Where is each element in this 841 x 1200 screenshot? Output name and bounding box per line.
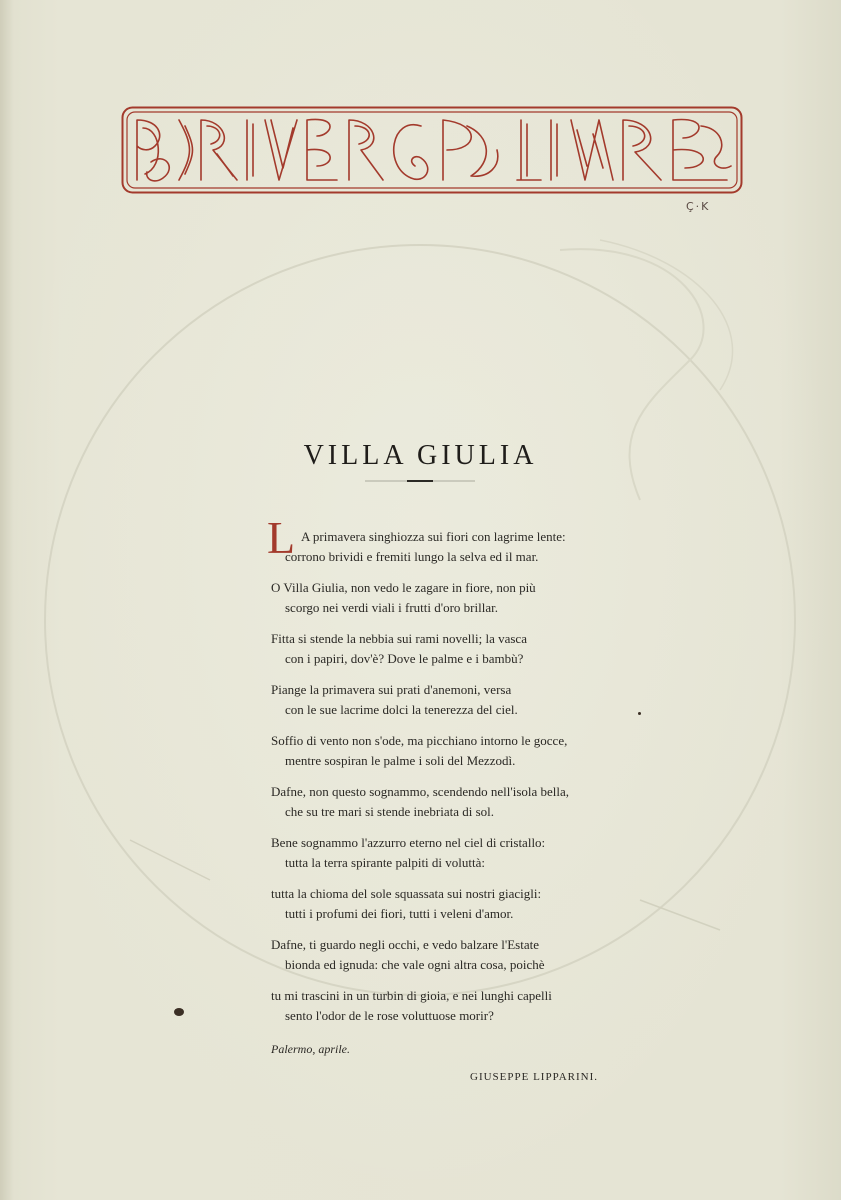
stanza — [271, 731, 631, 771]
ink-speck — [638, 712, 641, 715]
stanza — [271, 884, 631, 924]
place-date: Palermo, aprile. — [271, 1042, 350, 1056]
poem-title: VILLA GIULIA — [303, 440, 538, 471]
poem-line: con le sue lacrime dolci la tenerezza del ciel. — [285, 702, 518, 717]
poem-line: Fitta si stende la nebbia sui rami novelli; la vasca — [271, 631, 527, 646]
poem-line: scorgo nei verdi viali i frutti d'oro brillar. — [285, 600, 498, 615]
poem-line: tutta la chioma del sole squassata sui nostri giacigli: — [271, 886, 542, 901]
artist-monogram: Ç·K — [686, 200, 711, 213]
poem-line: corrono brividi e fremiti lungo la selva ed il mar. — [285, 549, 539, 564]
stanza — [271, 782, 631, 822]
poem-line: A primavera singhiozza sui fiori con lagrime lente: — [301, 529, 566, 544]
poem-line: bionda ed ignuda: che vale ogni altra cosa, poichè — [285, 957, 545, 972]
poem-line: O Villa Giulia, non vedo le zagare in fiore, non più — [271, 580, 536, 595]
poem-line: mentre sospiran le palme i soli del Mezzodì. — [285, 753, 516, 768]
poem-line: con i papiri, dov'è? Dove le palme e i bambù? — [285, 651, 524, 666]
ink-speck — [174, 1008, 184, 1016]
drop-cap: L — [267, 512, 296, 563]
poem-line: Soffio di vento non s'ode, ma picchiano intorno le gocce, — [271, 733, 568, 748]
poem-line: Piange la primavera sui prati d'anemoni, versa — [271, 682, 512, 697]
author-signature: GIUSEPPE LIPPARINI. — [470, 1071, 599, 1083]
stanza — [271, 629, 631, 669]
stanza — [271, 578, 631, 618]
poem-line: Bene sognammo l'azzurro eterno nel ciel di cristallo: — [271, 835, 546, 850]
poem-line: Dafne, non questo sognammo, scendendo nell'isola bella, — [271, 784, 570, 799]
title-rule — [365, 480, 475, 482]
art-nouveau-lettering-logo — [121, 106, 743, 194]
decorative-banner — [121, 106, 743, 194]
stanza — [271, 833, 631, 873]
poem-line: Dafne, ti guardo negli occhi, e vedo balzare l'Estate — [271, 937, 540, 952]
poem-line: tutti i profumi dei fiori, tutti i veleni d'amor. — [285, 906, 514, 921]
stanza — [271, 680, 631, 720]
poem-line: tutta la terra spirante palpiti di voluttà: — [285, 855, 485, 870]
poem-line: sento l'odor de le rose voluttuose morir? — [285, 1008, 494, 1023]
stanza — [267, 512, 631, 567]
stanza — [271, 935, 631, 975]
poem-line: che su tre mari si stende inebriata di sol. — [285, 804, 495, 819]
poem-line: tu mi trascini in un turbin di gioia, e nei lunghi capelli — [271, 988, 552, 1003]
poem-body — [267, 512, 631, 1037]
stanza — [271, 986, 631, 1026]
